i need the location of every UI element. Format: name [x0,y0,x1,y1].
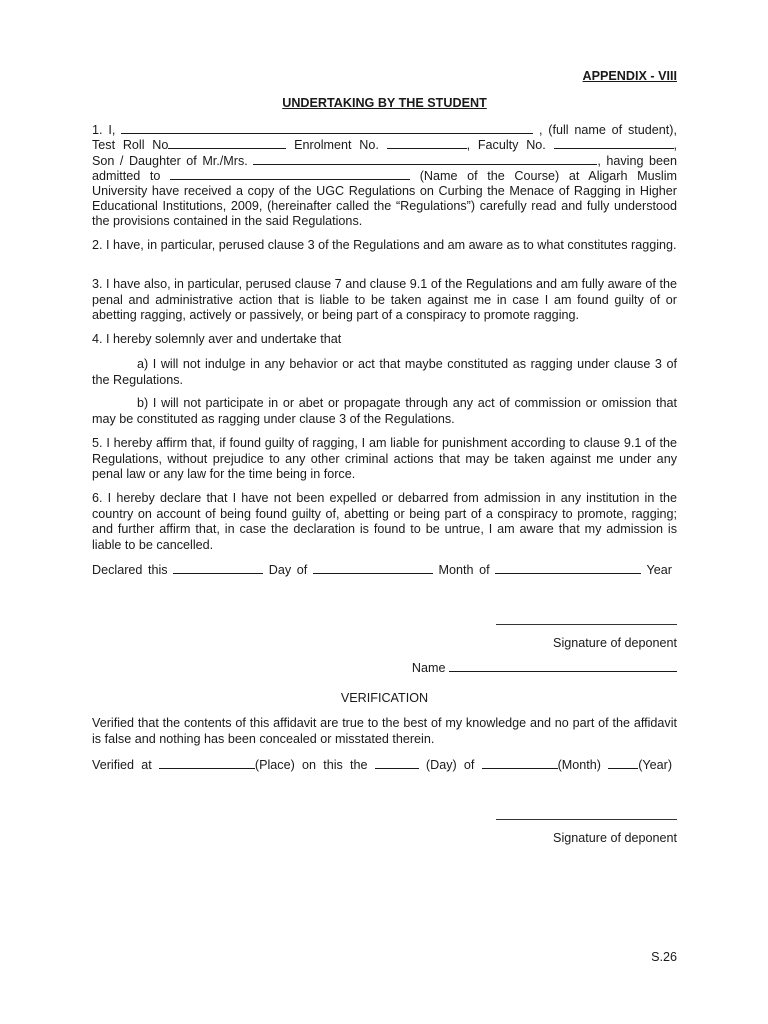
verification-text: Verified that the contents of this affidavit are true to the best of my knowledge and no part of the affidavit is false and nothing has been concealed or misstated therein. [92,716,677,746]
page-number: S.26 [651,950,677,964]
paragraph-4: 4. I hereby solemnly aver and undertake that [92,332,342,346]
p1-line-4: admitted to (Name of the Course) at Aligarh Muslim [92,169,678,183]
test-roll-no-blank[interactable] [168,137,286,149]
paragraph-3: 3. I have also, in particular, perused clause 7 and clause 9.1 of the Regulations and am fully aware of the penal and administrative action that is liable to be taken against me in case I am found guilty of or abetting ragging, actively or passively, or being part of a conspiracy to promote ragging. [92,277,677,323]
signature-label-2: Signature of deponent [553,831,677,845]
p1-line-1: 1. I, , (full name of student), [92,123,677,137]
parent-name-blank[interactable] [253,153,597,165]
full-name-blank[interactable] [121,122,533,134]
verification-title: VERIFICATION [340,691,429,705]
p1-line-5: University have received a copy of the UGC Regulations on Curbing the Menace of Ragging in Higher [92,184,677,198]
p1-line-7: the provisions contained in the said Regulations. [92,214,363,228]
verified-year-blank[interactable] [608,757,638,769]
course-name-blank[interactable] [170,168,410,180]
verified-place-blank[interactable] [159,757,255,769]
signature-label-1: Signature of deponent [553,636,677,650]
declared-day-blank[interactable] [173,562,263,574]
enrolment-no-blank[interactable] [387,137,467,149]
p1-line-2: Test Roll No Enrolment No. , Faculty No. , [92,138,678,152]
signature-line-1[interactable] [496,624,677,625]
paragraph-2: 2. I have, in particular, perused clause 3 of the Regulations and am aware as to what constitutes ragging. [92,238,677,252]
name-blank[interactable] [449,660,677,672]
signature-line-2[interactable] [496,819,677,820]
paragraph-5: 5. I hereby affirm that, if found guilty of ragging, I am liable for punishment according to clause 9.1 of the Regulations, without prejudice to any other criminal actions that may be taken against me under any penal law or any law for the time being in force. [92,436,677,482]
appendix-label: APPENDIX - VIII [582,69,677,83]
clause-4a: a) I will not indulge in any behavior or act that maybe constituted as ragging under clause 3 of the Regulations. [92,357,677,387]
declared-line: Declared this Day of Month of Year [92,563,672,577]
document-title: UNDERTAKING BY THE STUDENT [282,96,487,110]
verified-day-blank[interactable] [375,757,419,769]
declared-year-blank[interactable] [495,562,641,574]
name-line: Name [380,660,677,677]
faculty-no-blank[interactable] [554,137,674,149]
verified-month-blank[interactable] [482,757,558,769]
clause-4b: b) I will not participate in or abet or propagate through any act of commission or omission that may be constituted as ragging under clause 3 of the Regulations. [92,396,677,426]
verified-line: Verified at (Place) on this the (Day) of (Month) (Year) [92,758,673,772]
declared-month-blank[interactable] [313,562,433,574]
p1-line-3: Son / Daughter of Mr./Mrs. , having been [92,154,678,168]
paragraph-6: 6. I hereby declare that I have not been expelled or debarred from admission in any institution in the country on account of being found guilty of, abetting or being part of a conspiracy to promote, ragging; and further affirm that, in case the declaration is found to be untrue, I am aware that my admission is liable to be cancelled. [92,491,677,552]
p1-line-6: Educational Institutions, 2009, (hereinafter called the “Regulations”) carefully read and fully understood [92,199,677,213]
